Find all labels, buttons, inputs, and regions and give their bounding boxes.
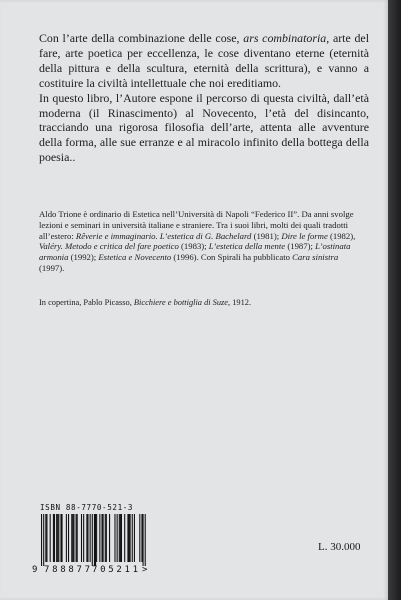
blurb-paragraph-2: In questo libro, l’Autore espone il percorso di questa civiltà, dall’età moderna (il Rinascimento) al Novecento, l’età del disincanto, tracciando una rigorosa filosofia dell’arte, attenta alle avventure della forma, alle sue erranze e al miracolo infinito della bottega della poesia.. (39, 90, 369, 165)
price-label: L. 30.000 (318, 541, 361, 553)
blurb-paragraph-1: Con l’arte della combinazione delle cose, ars combinatoria, arte del fare, arte poetica per eccellenza, le cose diventano eterne (eternità della pittura e della scultura, eternità della scrittura), e vanno a costituire la civiltà intellettuale che noi ereditiamo. (39, 31, 370, 90)
barcode-bar (81, 514, 82, 562)
barcode (30, 514, 156, 574)
barcode-bar (106, 514, 107, 562)
barcode-bar (103, 514, 104, 562)
barcode-bar (130, 514, 131, 562)
barcode-bar (139, 514, 140, 562)
barcode-bar (46, 514, 47, 562)
barcode-bar (94, 514, 95, 566)
barcode-digits-left: 788877 (44, 565, 90, 574)
barcode-bar (101, 514, 102, 562)
barcode-bar (83, 514, 84, 562)
barcode-bar (141, 514, 142, 562)
barcode-bar (95, 514, 96, 566)
barcode-bar (127, 514, 128, 562)
barcode-bar (66, 514, 67, 562)
barcode-bar (60, 514, 61, 562)
barcode-bar (117, 514, 118, 562)
barcode-bar (50, 514, 51, 562)
barcode-bar (109, 514, 110, 562)
barcode-bar (121, 514, 122, 562)
barcode-bar (134, 514, 135, 562)
barcode-bar (92, 514, 93, 566)
barcode-bar (62, 514, 63, 562)
barcode-bar (77, 514, 78, 562)
barcode-bar (56, 514, 57, 562)
barcode-bar (105, 514, 106, 562)
barcode-bar (120, 514, 121, 562)
barcode-bar (143, 514, 144, 566)
barcode-bar (58, 514, 59, 562)
barcode-bar (71, 514, 72, 562)
barcode-bar (96, 514, 97, 562)
barcode-bar (87, 514, 88, 562)
barcode-bar (43, 514, 44, 566)
isbn-label: ISBN 88-7770-521-3 (40, 503, 134, 512)
barcode-bar (128, 514, 129, 562)
barcode-bar (114, 514, 115, 562)
barcode-bar (90, 514, 91, 562)
barcode-digits-right: 705211 (92, 565, 138, 574)
barcode-marker: > (142, 565, 148, 574)
barcode-digit-prefix: 9 (32, 565, 38, 574)
barcode-bar (41, 514, 42, 566)
page-edge-shadow (388, 0, 401, 600)
author-bio: Aldo Trione è ordinario di Estetica nell’Università di Napoli “Federico II”. Da anni svolge lezioni e seminari in università italiane e straniere. Tra i suoi libri, molti dei quali tradotti all’estero: Rêverie e immaginario. L’estetica di G. Bachelard (1981); Dire le forme (1982), Valéry. Metodo e critica del fare poetico (1983); L’estetica della mente (1987); L’ostinata armonia (1992); Estetica e Novecento (1996). Con Spirali ha pubblicato Cara sinistra (1997). (39, 209, 356, 273)
barcode-graphic (30, 514, 156, 574)
barcode-bar (145, 514, 146, 566)
blurb-text (39, 31, 369, 165)
barcode-bar (53, 514, 54, 562)
barcode-bar (54, 514, 55, 562)
barcode-bar (132, 514, 133, 562)
barcode-bar (86, 514, 87, 562)
barcode-bar (57, 514, 58, 562)
barcode-bar (73, 514, 74, 562)
barcode-bar (72, 514, 73, 562)
cover-credit: In copertina, Pablo Picasso, Bicchiere e bottiglia di Suze, 1912. (39, 298, 252, 307)
barcode-bar (45, 514, 46, 562)
barcode-bar (68, 514, 69, 562)
barcode-bar (119, 514, 120, 562)
barcode-bar (99, 514, 100, 562)
barcode-bar (124, 514, 125, 562)
barcode-bar (76, 514, 77, 562)
